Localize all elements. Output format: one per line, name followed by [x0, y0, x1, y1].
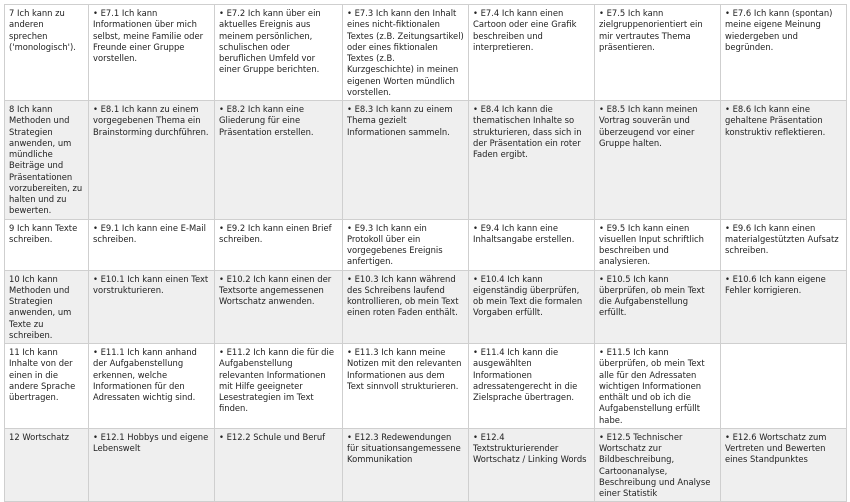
- competency-cell: • E9.3 Ich kann ein Protokoll über ein vorgegebenes Ereignis anfertigen.: [343, 219, 469, 270]
- competency-label: 7 Ich kann zu anderen sprechen ('monologisch').: [5, 5, 89, 101]
- competency-cell: • E12.4 Textstrukturierender Wortschatz / Linking Words: [469, 428, 595, 502]
- table-row: [5, 101, 847, 220]
- competency-cell: • E9.5 Ich kann einen visuellen Input schriftlich beschreiben und analysieren.: [595, 219, 721, 270]
- competency-cell: • E10.5 Ich kann überprüfen, ob mein Text die Aufgabenstellung erfüllt.: [595, 270, 721, 344]
- competency-label: 12 Wortschatz: [5, 428, 89, 502]
- competency-cell: • E11.1 Ich kann anhand der Aufgabenstellung erkennen, welche Informationen für den Adressaten wichtig sind.: [89, 344, 215, 429]
- competency-cell: • E12.2 Schule und Beruf: [215, 428, 343, 502]
- competency-cell: • E10.4 Ich kann eigenständig überprüfen, ob mein Text die formalen Vorgaben erfüllt.: [469, 270, 595, 344]
- competency-cell: • E12.5 Technischer Wortschatz zur Bildbeschreibung, Cartoonanalyse, Beschreibung und Analyse einer Statistik: [595, 428, 721, 502]
- competency-cell: [721, 344, 847, 429]
- competency-cell: • E7.6 Ich kann (spontan) meine eigene Meinung wiedergeben und begründen.: [721, 5, 847, 101]
- competency-cell: • E10.6 Ich kann eigene Fehler korrigieren.: [721, 270, 847, 344]
- table-row: [5, 5, 847, 101]
- competency-label: 9 Ich kann Texte schreiben.: [5, 219, 89, 270]
- competency-cell: • E7.4 Ich kann einen Cartoon oder eine Grafik beschreiben und interpretieren.: [469, 5, 595, 101]
- competency-cell: • E12.1 Hobbys und eigene Lebenswelt: [89, 428, 215, 502]
- competency-label: 10 Ich kann Methoden und Strategien anwenden, um Texte zu schreiben.: [5, 270, 89, 344]
- competency-cell: • E8.2 Ich kann eine Gliederung für eine Präsentation erstellen.: [215, 101, 343, 220]
- table-row: [5, 270, 847, 344]
- competency-cell: • E10.2 Ich kann einen der Textsorte angemessenen Wortschatz anwenden.: [215, 270, 343, 344]
- competency-label: 11 Ich kann Inhalte von der einen in die andere Sprache übertragen.: [5, 344, 89, 429]
- competency-cell: • E9.1 Ich kann eine E-Mail schreiben.: [89, 219, 215, 270]
- competency-cell: • E7.2 Ich kann über ein aktuelles Ereignis aus meinem persönlichen, schulischen oder beruflichen Umfeld vor einer Gruppe berichten.: [215, 5, 343, 101]
- competency-cell: • E12.3 Redewendungen für situationsangemessene Kommunikation: [343, 428, 469, 502]
- competency-cell: • E11.4 Ich kann die ausgewählten Informationen adressatengerecht in die Zielsprache übertragen.: [469, 344, 595, 429]
- competency-cell: • E10.1 Ich kann einen Text vorstrukturieren.: [89, 270, 215, 344]
- competency-cell: • E9.4 Ich kann eine Inhaltsangabe erstellen.: [469, 219, 595, 270]
- competency-cell: • E9.2 Ich kann einen Brief schreiben.: [215, 219, 343, 270]
- competency-cell: • E8.5 Ich kann meinen Vortrag souverän und überzeugend vor einer Gruppe halten.: [595, 101, 721, 220]
- competency-cell: • E8.3 Ich kann zu einem Thema gezielt Informationen sammeln.: [343, 101, 469, 220]
- competency-cell: • E8.4 Ich kann die thematischen Inhalte so strukturieren, dass sich in der Präsentation ein roter Faden ergibt.: [469, 101, 595, 220]
- competency-table: [4, 4, 847, 502]
- competency-cell: • E8.1 Ich kann zu einem vorgegebenen Thema ein Brainstorming durchführen.: [89, 101, 215, 220]
- competency-cell: • E12.6 Wortschatz zum Vertreten und Bewerten eines Standpunktes: [721, 428, 847, 502]
- competency-cell: • E11.2 Ich kann die für die Aufgabenstellung relevanten Informationen mit Hilfe geeigneter Lesestrategien im Text finden.: [215, 344, 343, 429]
- competency-cell: • E11.5 Ich kann überprüfen, ob mein Text alle für den Adressaten wichtigen Informationen enthält und ob ich die Aufgabenstellung erfüllt habe.: [595, 344, 721, 429]
- table-row: [5, 344, 847, 429]
- competency-cell: • E8.6 Ich kann eine gehaltene Präsentation konstruktiv reflektieren.: [721, 101, 847, 220]
- table-row: [5, 428, 847, 502]
- competency-label: 8 Ich kann Methoden und Strategien anwenden, um mündliche Beiträge und Präsentationen vorzubereiten, zu halten und zu bewerten.: [5, 101, 89, 220]
- competency-cell: • E9.6 Ich kann einen materialgestützten Aufsatz schreiben.: [721, 219, 847, 270]
- table-row: [5, 219, 847, 270]
- competency-cell: • E7.5 Ich kann zielgruppenorientiert ein mir vertrautes Thema präsentieren.: [595, 5, 721, 101]
- competency-cell: • E10.3 Ich kann während des Schreibens laufend kontrollieren, ob mein Text einen roten Faden enthält.: [343, 270, 469, 344]
- competency-cell: • E11.3 Ich kann meine Notizen mit den relevanten Informationen aus dem Text sinnvoll strukturieren.: [343, 344, 469, 429]
- competency-cell: • E7.1 Ich kann Informationen über mich selbst, meine Familie oder Freunde einer Gruppe vorstellen.: [89, 5, 215, 101]
- competency-cell: • E7.3 Ich kann den Inhalt eines nicht-fiktionalen Textes (z.B. Zeitungsartikel) oder eines fiktionalen Textes (z.B. Kurzgeschichte) in meinen eigenen Worten mündlich vorstellen.: [343, 5, 469, 101]
